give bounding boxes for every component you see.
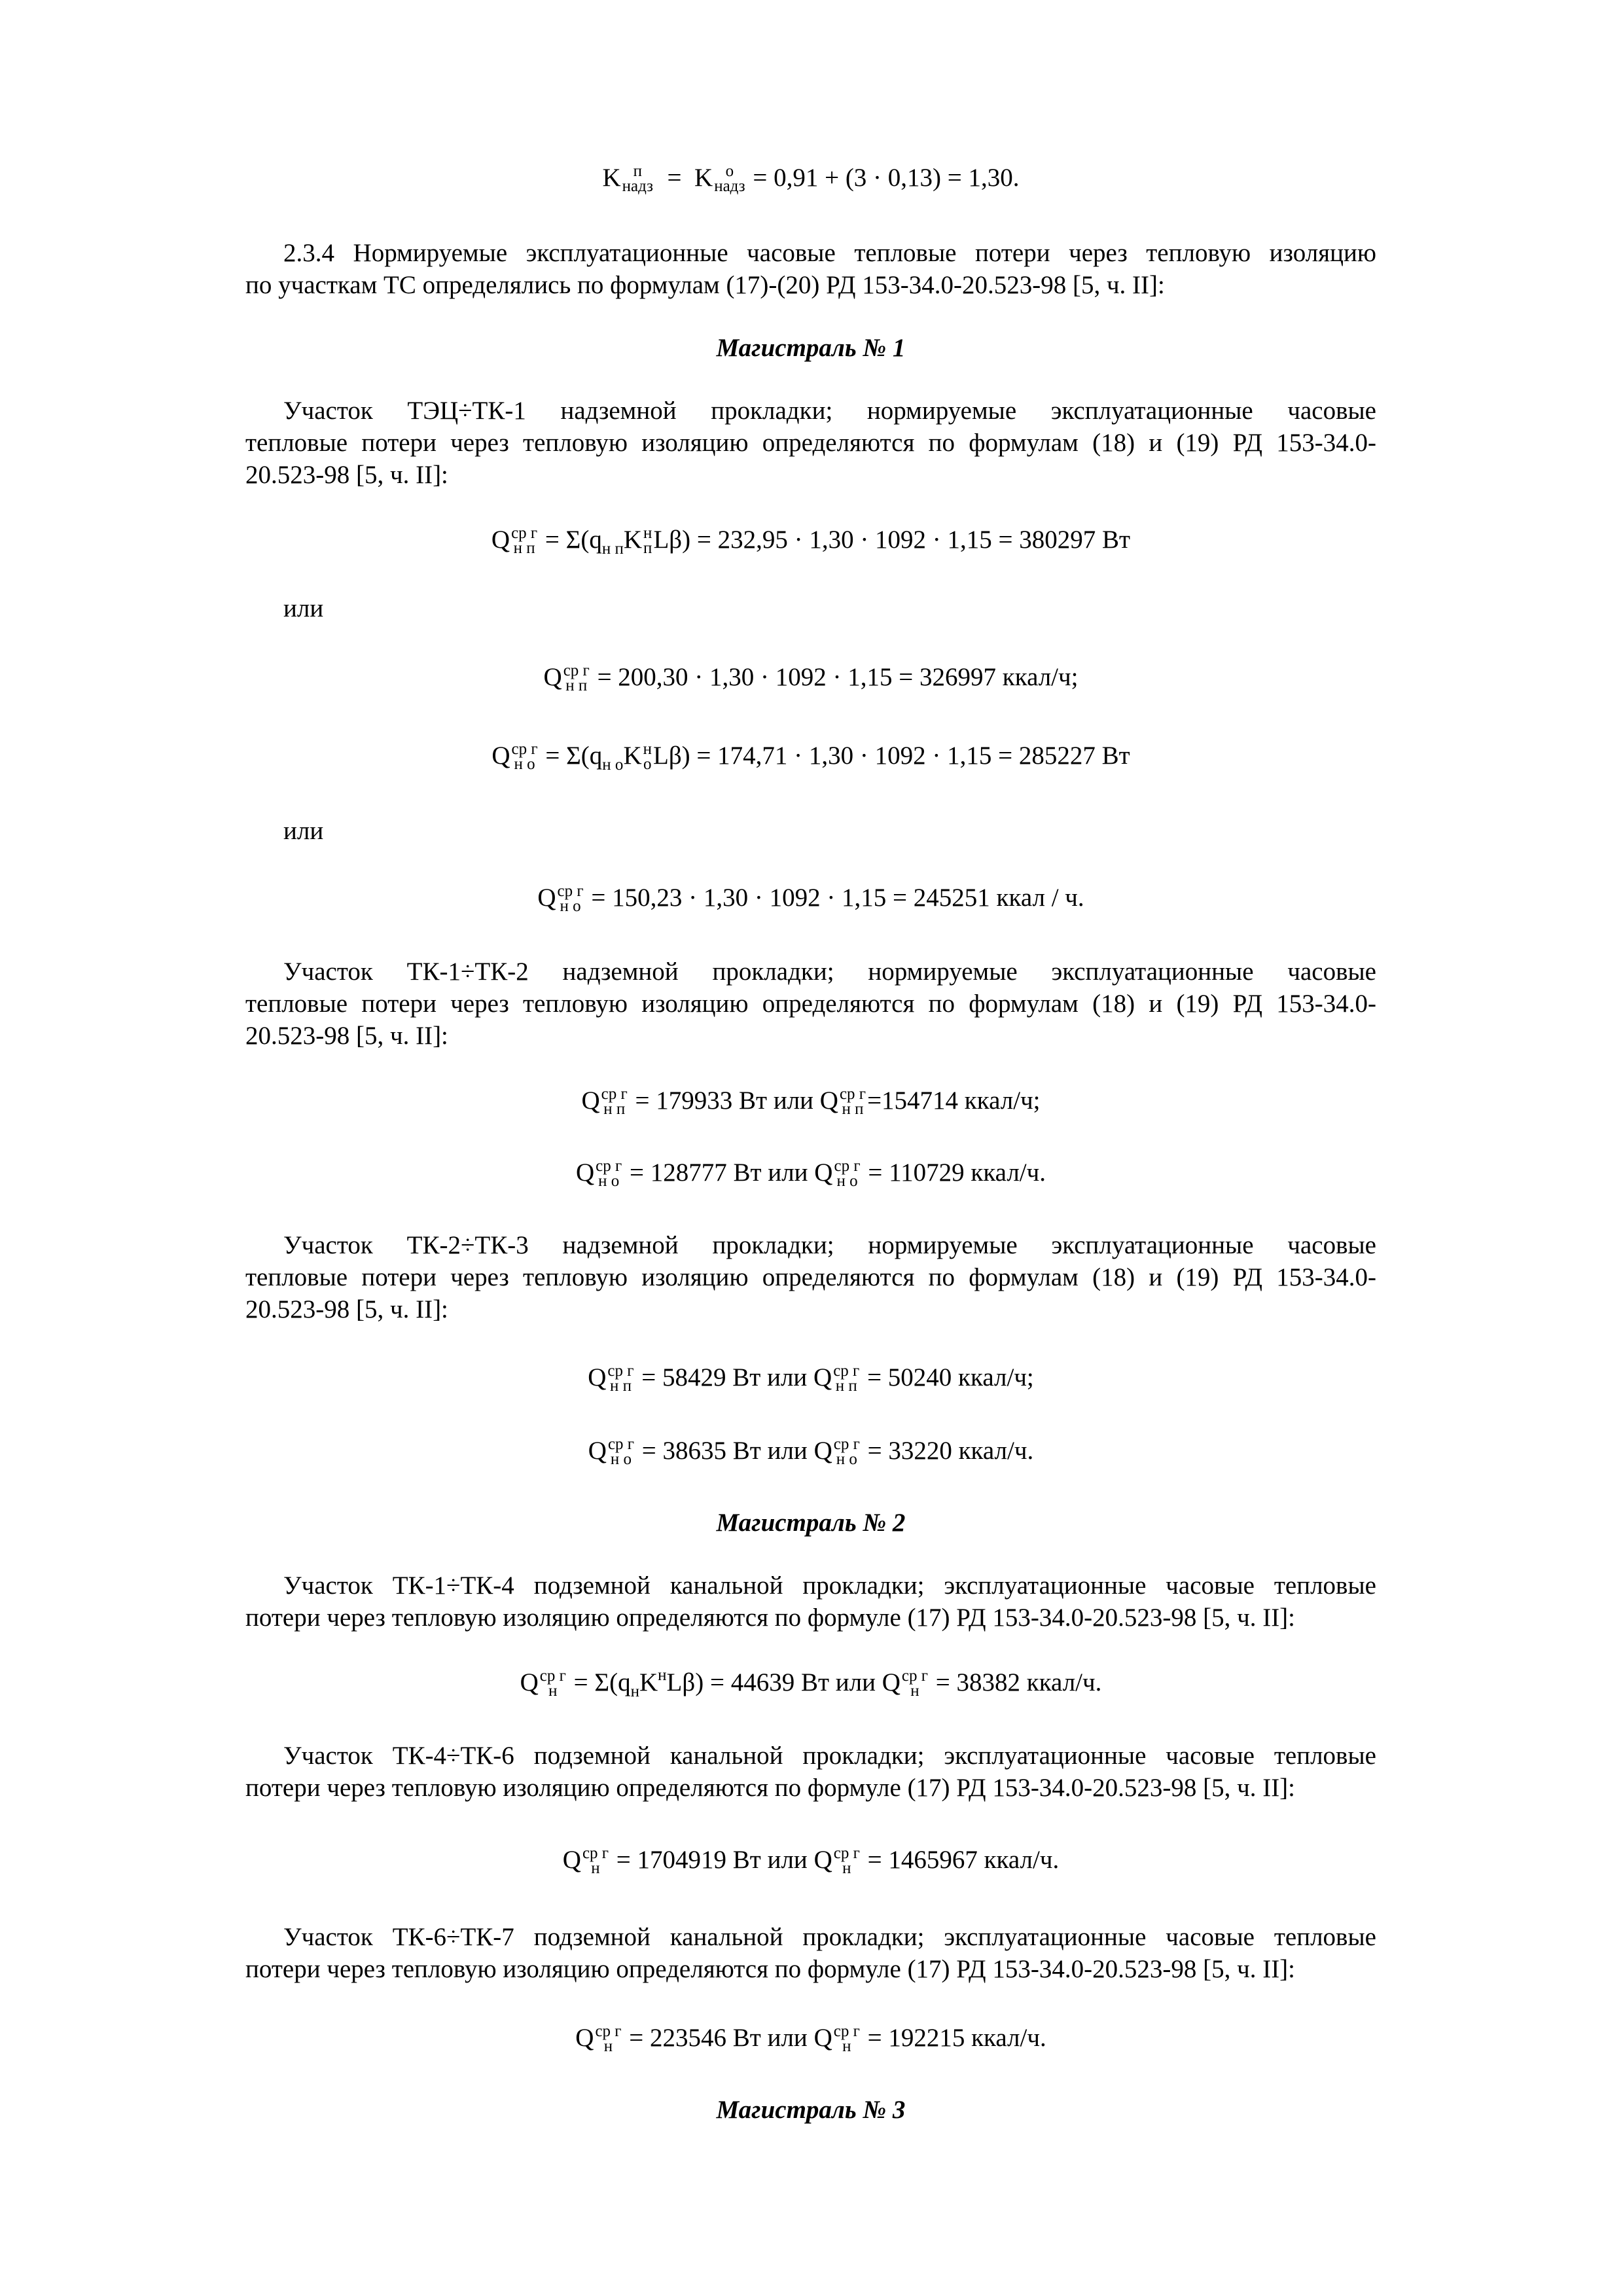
word-ili-2: или: [283, 817, 324, 845]
heading-magistral-1: Магистраль № 1: [716, 334, 906, 362]
p2-line3: 20.523-98 [5, ч. II]:: [245, 1022, 448, 1050]
equation-5: Q ср г н п = 179933 Вт или Q ср г н п =154714 ккал/ч;: [581, 1085, 1041, 1119]
p6-line2: потери через тепловую изоляцию определяются по формуле (17) РД 153-34.0-20.523-98 [5, ч. II]:: [245, 1955, 1296, 1983]
p4-line2: потери через тепловую изоляцию определяются по формуле (17) РД 153-34.0-20.523-98 [5, ч. II]:: [245, 1604, 1296, 1632]
p3-line1: Участок ТК-2÷ТК-3 надземной прокладки; нормируемые эксплуатационные часовые: [283, 1231, 1376, 1259]
p3-line3: 20.523-98 [5, ч. II]:: [245, 1295, 448, 1323]
heading-magistral-3: Магистраль № 3: [716, 2096, 906, 2124]
equation-2: Q ср г н п = 200,30 · 1,30 · 1092 · 1,15 = 326997 ккал/ч;: [543, 662, 1079, 695]
p1-line1: Участок ТЭЦ÷ТК-1 надземной прокладки; нормируемые эксплуатационные часовые: [283, 397, 1376, 425]
word-ili-1: или: [283, 594, 324, 622]
equation-1: Q ср г н п = $\Sigma(q_{н п}K$ н п Lβ) = 232,95 · 1,30 · 1092 · 1,15 = 380297 Вт: [491, 524, 1131, 558]
p1-line3: 20.523-98 [5, ч. II]:: [245, 461, 448, 489]
equation-8: Q ср г н о = 38635 Вт или Q ср г н о = 33220 ккал/ч.: [588, 1435, 1034, 1469]
equation-6: Q ср г н о = 128777 Вт или Q ср г н о = 110729 ккал/ч.: [576, 1157, 1046, 1191]
paragraph-2-3-4-line1: 2.3.4 Нормируемые эксплуатационные часовые тепловые потери через тепловую изоляцию: [283, 239, 1376, 267]
equation-10: Q ср г н = 1704919 Вт или Q ср г н = 1465967 ккал/ч.: [562, 1844, 1060, 1878]
p4-line1: Участок ТК-1÷ТК-4 подземной канальной прокладки; эксплуатационные часовые тепловые: [283, 1571, 1376, 1600]
equation-11: Q ср г н = 223546 Вт или Q ср г н = 192215 ккал/ч.: [575, 2022, 1046, 2056]
equation-k-nadz: K п надз = K о надз = 0,91 + (3 · 0,13) = 1,30.: [602, 162, 1020, 196]
p5-line1: Участок ТК-4÷ТК-6 подземной канальной прокладки; эксплуатационные часовые тепловые: [283, 1742, 1376, 1770]
p2-line2: тепловые потери через тепловую изоляцию определяются по формулам (18) и (19) РД 153-34.0-: [245, 990, 1376, 1018]
heading-magistral-2: Магистраль № 2: [716, 1509, 906, 1537]
paragraph-2-3-4-line2: по участкам ТС определялись по формулам (17)-(20) РД 153-34.0-20.523-98 [5, ч. II]:: [245, 271, 1165, 299]
p5-line2: потери через тепловую изоляцию определяются по формуле (17) РД 153-34.0-20.523-98 [5, ч. II]:: [245, 1774, 1296, 1802]
equation-9: Q ср г н = $\Sigma(q_нK^нL\beta) = 44639$ Вт или Q ср г н = 38382 ккал/ч.: [520, 1666, 1102, 1700]
equation-3: Q ср г н о = $\Sigma(q_{н о}K$ н о Lβ) = 174,71 · 1,30 · 1092 · 1,15 = 285227 Вт: [491, 740, 1130, 774]
p1-line2: тепловые потери через тепловую изоляцию определяются по формулам (18) и (19) РД 153-34.0-: [245, 429, 1376, 457]
equation-7: Q ср г н п = 58429 Вт или Q ср г н п = 50240 ккал/ч;: [588, 1362, 1034, 1395]
p2-line1: Участок ТК-1÷ТК-2 надземной прокладки; нормируемые эксплуатационные часовые: [283, 958, 1376, 986]
p6-line1: Участок ТК-6÷ТК-7 подземной канальной прокладки; эксплуатационные часовые тепловые: [283, 1923, 1376, 1951]
equation-4: Q ср г н о = 150,23 · 1,30 · 1092 · 1,15 = 245251 ккал / ч.: [537, 882, 1084, 916]
p3-line2: тепловые потери через тепловую изоляцию определяются по формулам (18) и (19) РД 153-34.0-: [245, 1263, 1376, 1291]
